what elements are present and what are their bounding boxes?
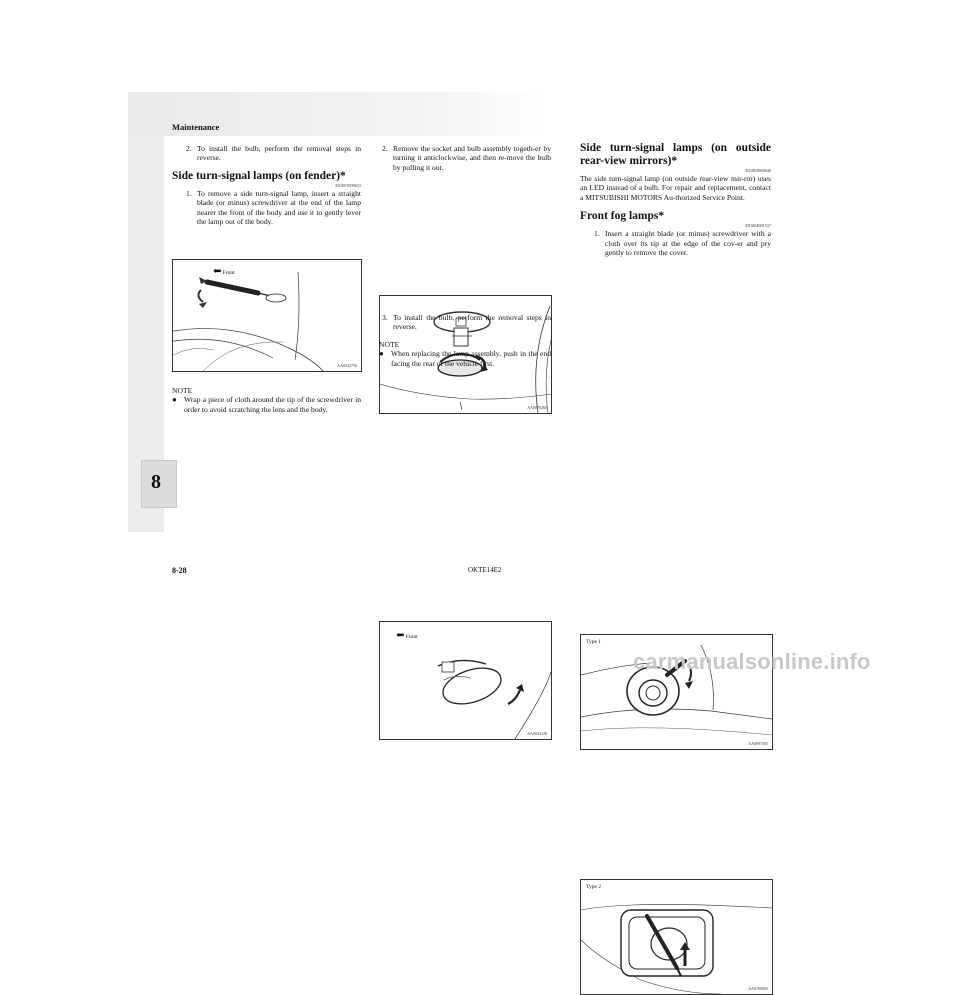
fender-lamp-illustration (173, 260, 361, 371)
arrow-left-icon: ⬅ (396, 630, 405, 641)
bullet-icon: ● (172, 395, 177, 405)
figure-id: AA0042756 (337, 363, 357, 368)
note-title: NOTE (172, 386, 193, 395)
step-text: To install the bulb, perform the removal steps in reverse. (393, 313, 551, 332)
section-heading: Front fog lamps* (580, 210, 665, 223)
chapter-number: 8 (151, 471, 161, 493)
note-text: Wrap a piece of cloth around the tip of the screwdriver in order to avoid scratching the lens and the body. (184, 395, 361, 414)
step-text: Remove the socket and bulb assembly togeth-er by turning it anticlockwise, and then re-move the bulb by pulling it out. (393, 144, 551, 172)
figure-label: Front (405, 634, 418, 640)
section-code: E01004001537 (745, 223, 771, 229)
step-item (379, 313, 551, 332)
paragraph: The side turn-signal lamp (on outside rear-view mir-ror) uses an LED instead of a bulb. For repair and replacement, contact a MITSUBISHI MOTORS Au-thorized Service Point. (580, 174, 771, 202)
note-bullet (172, 395, 361, 414)
step-number: 2. (186, 144, 192, 153)
figure-label: Type 1 (586, 639, 602, 645)
step-text: To remove a side turn-signal lamp, insert a straight blade (or minus) screwdriver at the end of the lamp nearer the front of the body and use it to gently lever the lamp out of the body. (197, 188, 361, 227)
arrow-left-icon: ⬅ (213, 266, 222, 277)
section-code: E01003900646 (745, 168, 771, 173)
figure-id: AA0043128 (527, 731, 547, 736)
step-item (379, 144, 551, 172)
figure-id: AA0070260 (527, 405, 547, 410)
figure-fender-lamp-removal (172, 259, 362, 372)
step-item (172, 144, 361, 163)
step-text: To install the bulb, perform the removal steps in reverse. (197, 144, 361, 163)
column-1-note (172, 386, 361, 414)
section-code: E01003900633 (335, 182, 361, 188)
column-3 (580, 142, 771, 257)
document-code: OKTE14E2 (468, 566, 502, 574)
column-2-lower (379, 313, 551, 368)
column-1 (172, 144, 361, 226)
front-direction-label (396, 630, 418, 641)
figure-label: Type 2 (586, 884, 602, 890)
section-heading: Side turn-signal lamps (on fender)* (172, 169, 346, 182)
step-number: 1. (594, 229, 600, 239)
figure-id: AA0100083 (748, 986, 768, 991)
step-number: 2. (382, 144, 388, 153)
figure-id: AA0097495 (748, 741, 768, 746)
front-direction-label (213, 266, 235, 277)
column-2 (379, 144, 551, 172)
note-title: NOTE (379, 339, 400, 349)
step-item (172, 189, 361, 227)
fog-lamp-type2-illustration (581, 880, 772, 994)
section-heading: Side turn-signal lamps (on outside rear-view mirrors)* (580, 142, 771, 167)
bullet-icon: ● (379, 349, 384, 359)
step-item (580, 229, 771, 257)
step-text: Insert a straight blade (or minus) screwdriver with a cloth over its tip at the edge of the cov-er and pry gently to remove the cover. (605, 229, 771, 258)
step-number: 1. (186, 188, 192, 198)
page-number: 8-28 (172, 566, 187, 575)
section-title: Maintenance (172, 122, 220, 132)
figure-lamp-installation (379, 621, 552, 740)
watermark-text: carmanualsonline.info (633, 649, 871, 674)
note-text: When replacing the lamp assembly, push in the end facing the rear of the vehicle first. (391, 349, 551, 368)
step-number: 3. (382, 313, 388, 322)
figure-label: Front (222, 270, 235, 276)
note-bullet (379, 349, 551, 368)
figure-fog-lamp-type2 (580, 879, 773, 995)
